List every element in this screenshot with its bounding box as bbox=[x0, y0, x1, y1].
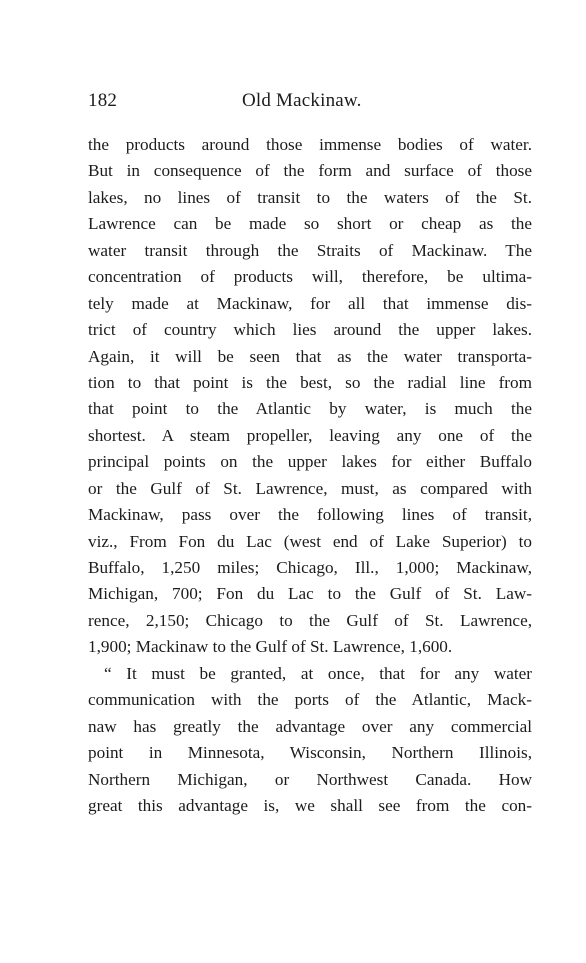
text-line: Mackinaw, pass over the following lines of transit, bbox=[88, 505, 532, 525]
text-line: 1,900; Mackinaw to the Gulf of St. Lawrence, 1,600. bbox=[88, 637, 453, 657]
paragraph-2 bbox=[88, 661, 532, 820]
text-line: But in consequence of the form and surface of those bbox=[88, 161, 532, 181]
text-line: tion to that point is the best, so the radial line from bbox=[88, 372, 532, 392]
text-line: naw has greatly the advantage over any commercial bbox=[88, 716, 532, 736]
text-line: Michigan, 700; Fon du Lac to the Gulf of St. Law- bbox=[88, 584, 532, 604]
text-line: trict of country which lies around the upper lakes. bbox=[88, 320, 532, 340]
text-line: that point to the Atlantic by water, is much the bbox=[88, 399, 532, 419]
text-line: lakes, no lines of transit to the waters of the St. bbox=[88, 187, 532, 207]
text-line: principal points on the upper lakes for either Buffalo bbox=[88, 452, 532, 472]
page-number: 182 bbox=[88, 90, 118, 111]
text-line: Northern Michigan, or Northwest Canada. How bbox=[88, 769, 532, 789]
text-line: the products around those immense bodies of water. bbox=[88, 135, 532, 154]
text-line: Lawrence can be made so short or cheap as the bbox=[88, 214, 532, 234]
book-page bbox=[88, 90, 532, 819]
text-line: point in Minnesota, Wisconsin, Northern Illinois, bbox=[88, 743, 532, 763]
running-title: Old Mackinaw. bbox=[242, 90, 362, 111]
text-line: concentration of products will, therefore, be ultima- bbox=[88, 267, 532, 287]
text-line: water transit through the Straits of Mackinaw. The bbox=[88, 240, 532, 260]
body-text bbox=[88, 132, 532, 819]
text-line: “ It must be granted, at once, that for any water bbox=[104, 663, 532, 683]
text-line: Buffalo, 1,250 miles; Chicago, Ill., 1,000; Mackinaw, bbox=[88, 558, 532, 577]
paragraph-1 bbox=[88, 132, 532, 661]
running-head bbox=[88, 90, 532, 118]
text-line: shortest. A steam propeller, leaving any one of the bbox=[88, 425, 532, 445]
text-line: rence, 2,150; Chicago to the Gulf of St. Lawrence, bbox=[88, 610, 532, 630]
text-line: great this advantage is, we shall see from the con- bbox=[88, 795, 532, 815]
text-line: tely made at Mackinaw, for all that immense dis- bbox=[88, 293, 532, 313]
text-line: Again, it will be seen that as the water transporta- bbox=[88, 346, 532, 366]
text-line: or the Gulf of St. Lawrence, must, as compared with bbox=[88, 478, 532, 498]
text-line: viz., From Fon du Lac (west end of Lake Superior) to bbox=[88, 531, 532, 551]
text-line: communication with the ports of the Atlantic, Mack- bbox=[88, 690, 532, 710]
